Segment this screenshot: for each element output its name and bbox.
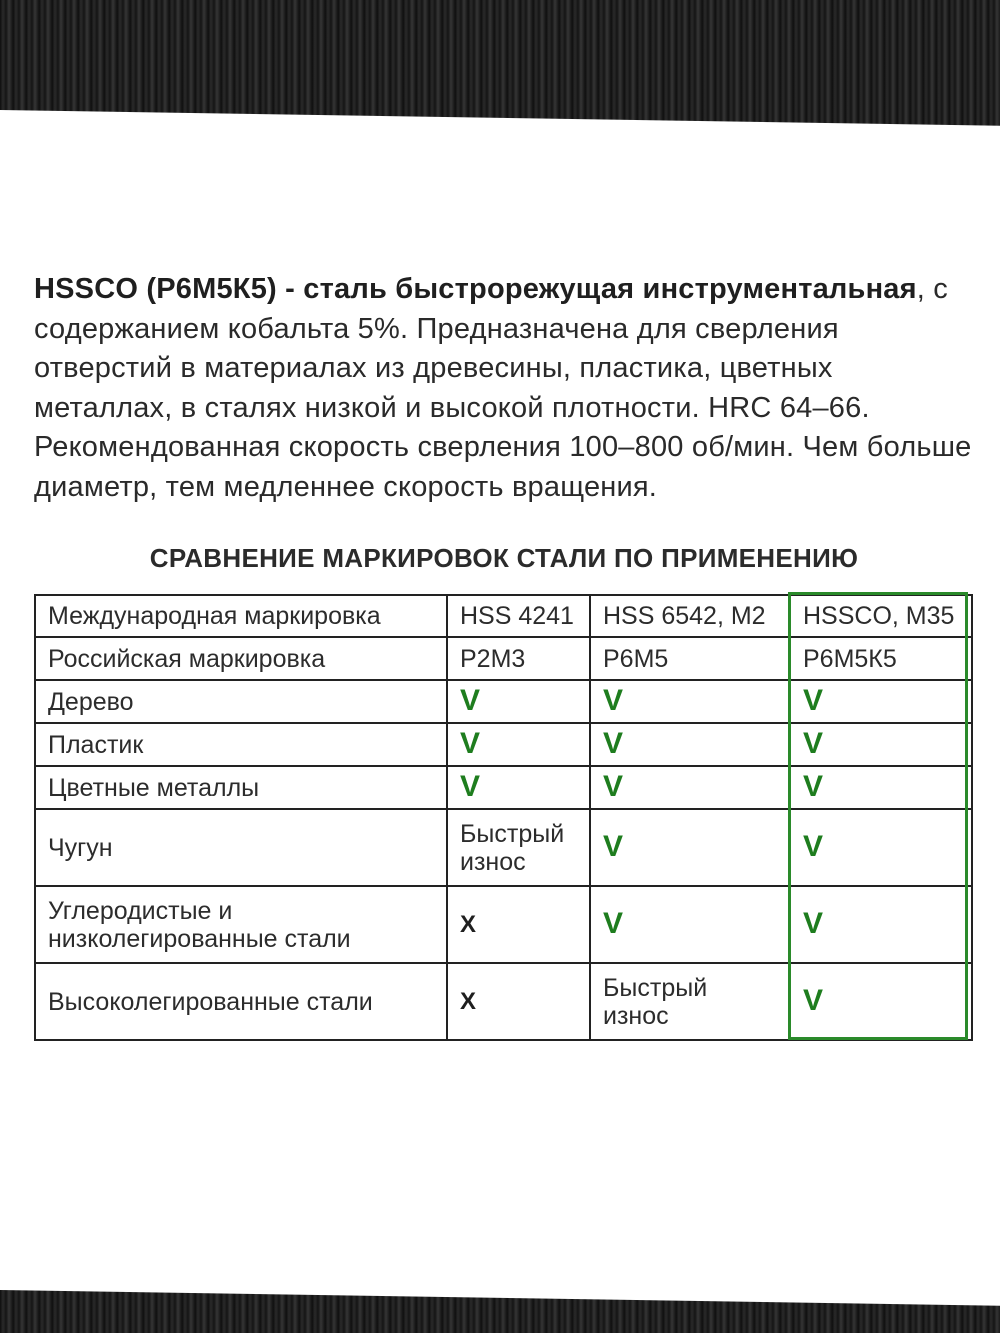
value-cell (447, 680, 590, 723)
cell-text: Р6М5 (603, 644, 669, 673)
value-cell (590, 809, 790, 886)
table-row (35, 809, 972, 886)
cell-text: Быстрый износ (460, 819, 565, 876)
cell-text: HSS 4241 (460, 602, 574, 630)
intro-paragraph (34, 270, 974, 507)
row-label-cell (35, 886, 447, 963)
comparison-table (34, 594, 973, 1041)
row-label: Цветные металлы (48, 773, 260, 802)
value-cell (790, 809, 972, 886)
cell-text: HSSCO, M35 (803, 602, 955, 630)
value-cell (790, 595, 972, 637)
row-label-cell (35, 766, 447, 809)
check-mark: V (460, 727, 481, 760)
wood-background-top (0, 0, 1000, 130)
row-label: Чугун (48, 833, 113, 862)
row-label-cell (35, 637, 447, 680)
table-row (35, 963, 972, 1040)
table-row (35, 886, 972, 963)
value-cell (590, 723, 790, 766)
intro-body: , с содержанием кобальта 5%. Предназначена для сверления отверстий в материалах из древесины, пластика, цветных металлах, в сталях низкой и высокой плотности. HRC 64–66. Рекомендованная скорость сверления 100–800 об/мин. Чем больше диаметр, тем медленнее скорость вращения. (34, 273, 972, 503)
value-cell (447, 595, 590, 637)
row-label: Дерево (48, 687, 134, 716)
check-mark: V (803, 727, 824, 760)
check-mark: V (803, 984, 824, 1017)
row-label-cell (35, 809, 447, 886)
check-mark: V (460, 770, 481, 803)
table-row (35, 595, 972, 637)
row-label-cell (35, 723, 447, 766)
cell-text: HSS 6542, M2 (603, 602, 766, 630)
table-row (35, 766, 972, 809)
value-cell (790, 680, 972, 723)
check-mark: V (603, 907, 624, 940)
row-label-cell (35, 680, 447, 723)
cross-mark: X (460, 911, 477, 938)
cell-text: Быстрый износ (603, 973, 708, 1030)
table-title: СРАВНЕНИЕ МАРКИРОВОК СТАЛИ ПО ПРИМЕНЕНИЮ (149, 543, 859, 573)
row-label-cell (35, 963, 447, 1040)
value-cell (790, 637, 972, 680)
value-cell (590, 886, 790, 963)
value-cell (447, 723, 590, 766)
check-mark: V (803, 684, 824, 717)
value-cell (590, 637, 790, 680)
check-mark: V (803, 907, 824, 940)
check-mark: V (603, 727, 624, 760)
check-mark: V (460, 684, 481, 717)
value-cell (447, 963, 590, 1040)
cell-text: Р6М5К5 (803, 644, 897, 673)
value-cell (790, 963, 972, 1040)
table-row (35, 680, 972, 723)
check-mark: V (603, 684, 624, 717)
value-cell (447, 637, 590, 680)
row-label: Углеродистые и низколегированные стали (48, 896, 351, 953)
row-label: Международная маркировка (48, 602, 381, 630)
document-content (34, 270, 974, 1041)
cell-text: Р2М3 (460, 644, 526, 673)
value-cell (590, 680, 790, 723)
value-cell (790, 886, 972, 963)
value-cell (790, 723, 972, 766)
row-label: Высоколегированные стали (48, 987, 373, 1016)
value-cell (590, 963, 790, 1040)
comparison-table-wrap (34, 594, 974, 1041)
row-label: Российская маркировка (48, 644, 326, 673)
value-cell (590, 766, 790, 809)
check-mark: V (803, 770, 824, 803)
value-cell (447, 886, 590, 963)
table-row (35, 723, 972, 766)
check-mark: V (803, 830, 824, 863)
value-cell (447, 766, 590, 809)
row-label: Пластик (48, 730, 144, 759)
cross-mark: X (460, 988, 477, 1015)
check-mark: V (603, 830, 624, 863)
value-cell (590, 595, 790, 637)
check-mark: V (603, 770, 624, 803)
table-row (35, 637, 972, 680)
value-cell (790, 766, 972, 809)
intro-lead: HSSCO (Р6М5К5) - сталь быстрорежущая инструментальная (34, 273, 917, 305)
value-cell (447, 809, 590, 886)
row-label-cell (35, 595, 447, 637)
